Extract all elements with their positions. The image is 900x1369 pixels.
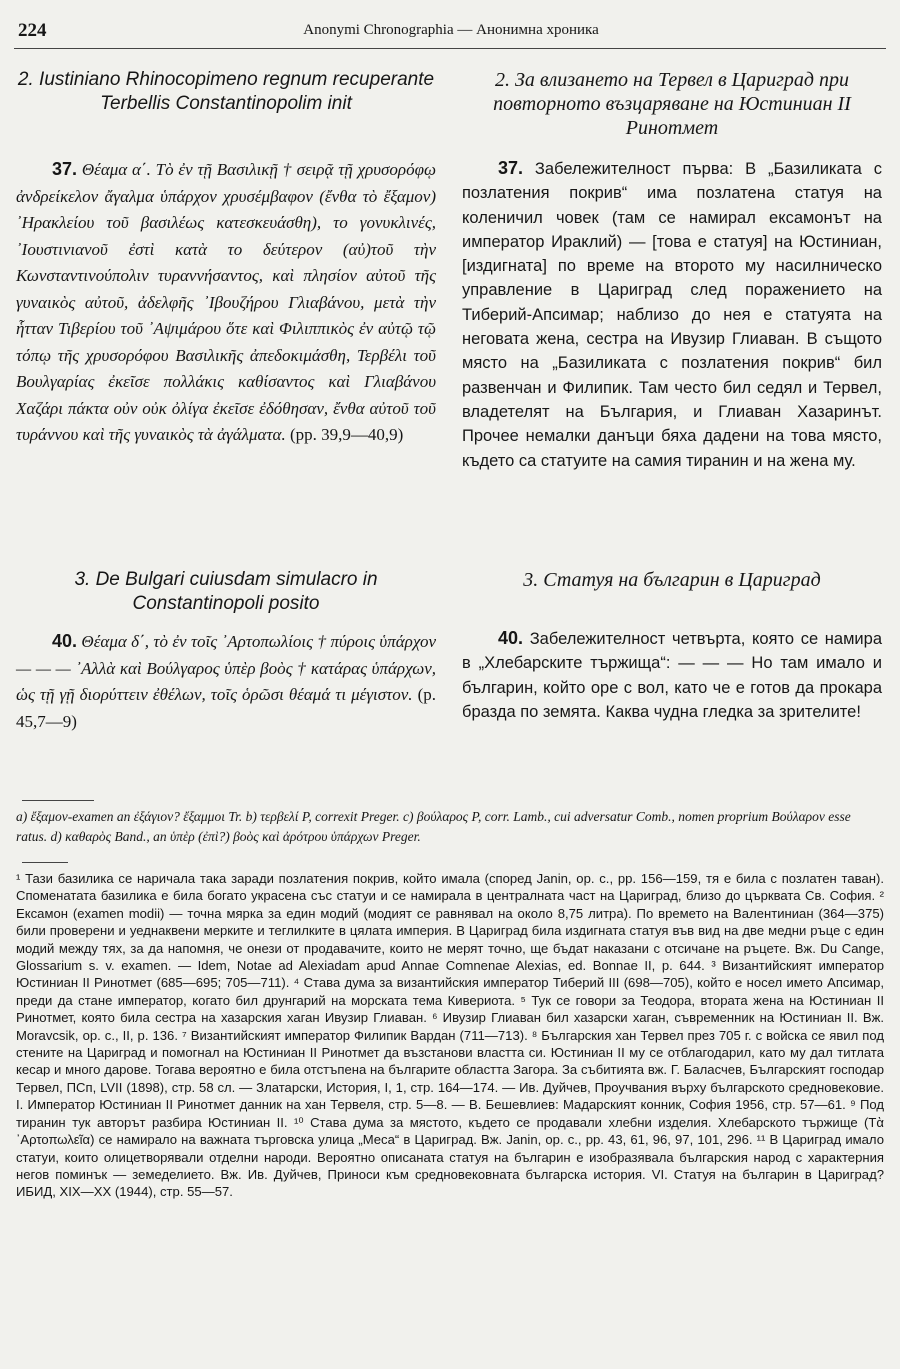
section3-bulgarian-text: Забележителност четвърта, която се намира в „Хлебарските тържища“: — — — Но там имало и българин, който оре с вол, като че е готов да прокара бразда по земята. Каква чудна гледка за зрителите!: [462, 630, 883, 721]
section2-bulgarian-text: Забележителност първа: В „Базиликата с позлатения покрив“ има позлатена статуя на коленичил човек (там се намирал ексамонът на император Ираклий) — [това е статуя] на Юстиниан, [издигната] по време на второто му насилническо управление в Цариград след поражението на Тиберий-Апсимар; наблизо до нея е статуята на неговата жена, сестра на Ивузир Глиаван. В същото място на „Базиликата с позлатения покрив“ бил развенчан и Филипик. Там често бил седял и Тервел, владетелят на България, и Глиаван Хазаринът. Прочее немалки данъци бяха дадени на това място, където са статуите на самия тиранин и на жена му.: [462, 160, 882, 470]
section3-greek-paragraph: [16, 628, 436, 735]
section3-bulgarian-number: 40.: [498, 628, 524, 648]
footnotes-rule: [22, 862, 68, 863]
critical-apparatus: a) ἔξαμον-examen an ἐξάγιον? ἔξαμμοι Tr. b) τερβελί P, correxit Preger. c) βούλαρος P, corr. Lamb., cui adversatur Comb., nomen proprium Βούλαρον esse ratus. d) καθαρὸς Band., an ὑπὲρ (ἐπὶ?) βοὸς καὶ ἀρότρου ὑπάρχων Preger.: [16, 809, 851, 844]
section3-greek-number: 40.: [52, 631, 78, 651]
page-number: 224: [18, 20, 47, 41]
footnotes: ¹ Тази базилика се наричала така заради позлатения покрив, който имала (според Janin, op. c., pp. 156—159, тя е била с позлатен таван). Споменатата базилика е била богато украсена със статуи и се намирала в централната част на Цариград, близо до църквата Св. София. ² Ексамон (examen modii) — точна мярка за един модий (модият се равнявал на около 8,75 литра). По времето на Валентиниан (364—375) били проверени и уеднаквени мерките и теглилките в цялата империя. В Цариград била издигната статуя във вид на две медни ръце с един модий между тях, за да напомня, че онези от продавачите, които не мерят точно, ще бъдат наказани с отсичане на ръцете. Вж. Du Cange, Glossarium s. v. examen. — Idem, Notae ad Alexiadam apud Annae Comnenae Alexias, ed. Bonnae II, p. 644. ³ Византийският император Юстиниан II Ринотмет (685—695; 705—711). ⁴ Става дума за византийския император Тиберий III (698—705), който е носел името Апсимар, преди да стане император, когато бил друнгарий на морската тема Кивериота. ⁵ Тук се говори за Теодора, втората жена на Юстиниан II Ринотмет, която била сестра на хазарския хаган Ивузир Глиаван. ⁶ Ивузир Глиаван бил хазарски хаган, съвременник на Юстиниан II. Вж. Moravcsik, op. c., II, p. 136. ⁷ Византийският император Филипик Вардан (711—713). ⁸ Българския хан Тервел през 705 г. с войска се явил под стените на Цариград и помогнал на Юстиниан II Ринотмет да възстанови властта си. Юстиниан II му се отблагодарил, като му дал титлата кесар и много дарове. Тогава вероятно е била отстъпена на българите областта Загора. За събитията вж. Г. Баласчев, Българският господар Тервел, ПСп, LVII (1898), стр. 58 сл. — Златарски, История, I, 1, стр. 164—174. — Ив. Дуйчев, Проучвания върху българското средновековие. I. Император Юстиниан II Ринотмет данник на хан Тервеля, стр. 5—8. — В. Бешевлиев: Мадарският конник, София 1956, стр. 57—61. ⁹ Под тиранин тук авторът разбира Юстиниан II. ¹⁰ Става дума за мястото, където се продавали хлебни изделия. Хлебарското тържище (Τὰ ᾿Αρτοπωλεῖα) се намирало на важната търговска улица „Меса“ в Цариград. Вж. Janin, op. c., pp. 43, 61, 96, 97, 101, 296. ¹¹ В Цариград имало статуи, които олицетворявали отделни народи. Вероятно описаната статуя на българин е изобразявала българския народ с характерния негов поминък — земеделието. Вж. Ив. Дуйчев, Приноси към средновековната българска история. VI. Статуя на българин в Цариград? ИБИД, XIX—XX (1944), стр. 55—57.: [16, 871, 884, 1200]
section2-greek-text: Θέαμα α΄. Τὸ ἐν τῇ Βασιλικῇ † σειρᾷ τῇ χρυσορόφῳ ἀνδρείκελον ἄγαλμα ὑπάρχον χρυσέμβαφον (ἔνθα τὸ ἔξαμον) ᾿Ηρακλείου τοῦ βασιλέως κατεσκευάσθη), το γονυκλινές, ᾿Ιουστινιανοῦ ἐστὶ κατὰ το δεύτερον (αὐ)τοῦ τὴν Κωνσταντινούπολιν τυραννήσαντος, καὶ πλησίον αὐτοῦ τῆς γυναικὸς αὐτοῦ, ἀδελφῆς ᾿Ιβουζήρου Γλιαβάνου, μετὰ τὴν ἧτταν Τιβερίου τοῦ ᾿Αψιμάρου ὅτε καὶ Φιλιππικὸς ἐν αὐτῷ τῷ τόπῳ τῆς χρυσορόφου Βασιλικῆς ἀπεδοκιμάσθη, Τερβέλι τοῦ Βουλγαρίας ἐκεῖσε πολλάκις καθίσαντος καὶ Γλιαβάνου Χαζάρι πάκτα οὐν οὐκ ὀλίγα ἐκεῖσε ἐδόθησαν, ἔνθα αὐτοῦ τοῦ τυράννου καὶ τῆς γυναικὸς τὰ ἀγάλματα.: [16, 160, 436, 444]
section2-bulgarian-title: 2. За влизането на Тервел в Цариград при повторното възцаряване на Юстиниан II Ринотмет: [493, 69, 851, 139]
apparatus-rule: [22, 800, 94, 801]
section3-greek-text: Θέαμα δ΄, τὸ ἐν τοῖς ᾿Αρτοπωλίοις † πύροις ὑπάρχον — — — ᾿Αλλὰ καὶ Βούλγαρος ὑπὲρ βοὸς † κατάρας ὑπάρχων, ὡς τῇ γῇ διορύττειν ἐθέλων, τοῖς ὁρῶσι θέαμά τι μέγιστον.: [16, 632, 437, 704]
section2-bulgarian-number: 37.: [498, 158, 524, 178]
section2-latin-title: 2. Iustiniano Rhinocopimeno regnum recuperante Terbellis Constantinopolim init: [17, 69, 435, 114]
section3-greek-ref: (p. 45,7—9): [16, 685, 436, 731]
section2-greek-number: 37.: [52, 159, 78, 179]
section3-bulgarian-paragraph: [462, 626, 882, 724]
section2-greek-column: [16, 68, 436, 449]
section3-greek-column: [16, 568, 436, 735]
section3-latin-title: 3. De Bulgari cuiusdam simulacro in Constantinopoli posito: [74, 569, 378, 614]
page-header: [16, 18, 886, 46]
section3-bulgarian-column: [462, 568, 882, 724]
section2-greek-paragraph: [16, 156, 436, 449]
section2-greek-ref: (pp. 39,9—40,9): [289, 425, 404, 444]
section2-bulgarian-paragraph: [462, 156, 882, 473]
section3-bulgarian-title: 3. Статуя на българин в Цариград: [523, 569, 821, 591]
running-title: Anonymi Chronographia — Анонимна хроника: [303, 22, 599, 38]
section2-bulgarian-column: [462, 68, 882, 473]
header-rule: [14, 48, 886, 49]
